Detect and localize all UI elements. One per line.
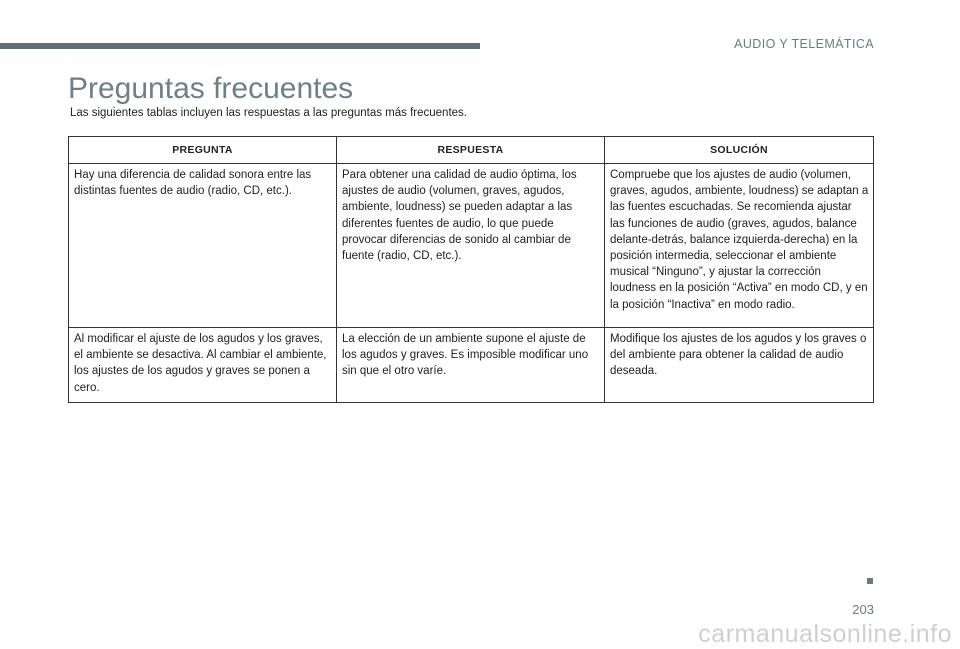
answer-cell: La elección de un ambiente supone el ajuste de los agudos y graves. Es imposible modificar uno sin que el otro varíe. bbox=[337, 328, 605, 403]
solution-cell: Compruebe que los ajustes de audio (volumen, graves, agudos, ambiente, loudness) se adaptan a las fuentes escuchadas. Se recomienda ajustar las funciones de audio (graves, agudos, balance delante-detrás, balance izquierda-derecha) en la posición intermedia, seleccionar el ambiente musical “Ninguno”, y ajustar la corrección loudness en la posición “Activa” en modo CD, y en la posición “Inactiva” en modo radio. bbox=[605, 164, 874, 328]
table-row bbox=[69, 328, 874, 403]
column-header-question: PREGUNTA bbox=[69, 137, 337, 164]
question-cell: Al modificar el ajuste de los agudos y los graves, el ambiente se desactiva. Al cambiar el ambiente, los ajustes de los agudos y graves se ponen a cero. bbox=[69, 328, 337, 403]
table-header-row bbox=[69, 137, 874, 164]
intro-text: Las siguientes tablas incluyen las respuestas a las preguntas más frecuentes. bbox=[70, 107, 467, 119]
answer-cell: Para obtener una calidad de audio óptima, los ajustes de audio (volumen, graves, agudos, ambiente, loudness) se pueden adaptar a las diferentes fuentes de audio, lo que puede provocar diferencias de sonido al cambiar de fuente (radio, CD, etc.). bbox=[337, 164, 605, 328]
section-label: AUDIO Y TELEMÁTICA bbox=[734, 37, 874, 51]
question-cell: Hay una diferencia de calidad sonora entre las distintas fuentes de audio (radio, CD, etc.). bbox=[69, 164, 337, 328]
column-header-solution: SOLUCIÓN bbox=[605, 137, 874, 164]
page-number: 203 bbox=[852, 602, 874, 617]
solution-cell: Modifique los ajustes de los agudos y los graves o del ambiente para obtener la calidad de audio deseada. bbox=[605, 328, 874, 403]
column-header-answer: RESPUESTA bbox=[337, 137, 605, 164]
header-accent-bar bbox=[0, 43, 480, 49]
continue-marker-icon bbox=[867, 578, 873, 584]
page-title: Preguntas frecuentes bbox=[68, 72, 354, 105]
faq-table bbox=[68, 136, 874, 403]
table-row bbox=[69, 164, 874, 328]
watermark: carmanualsonline.info bbox=[698, 620, 952, 648]
